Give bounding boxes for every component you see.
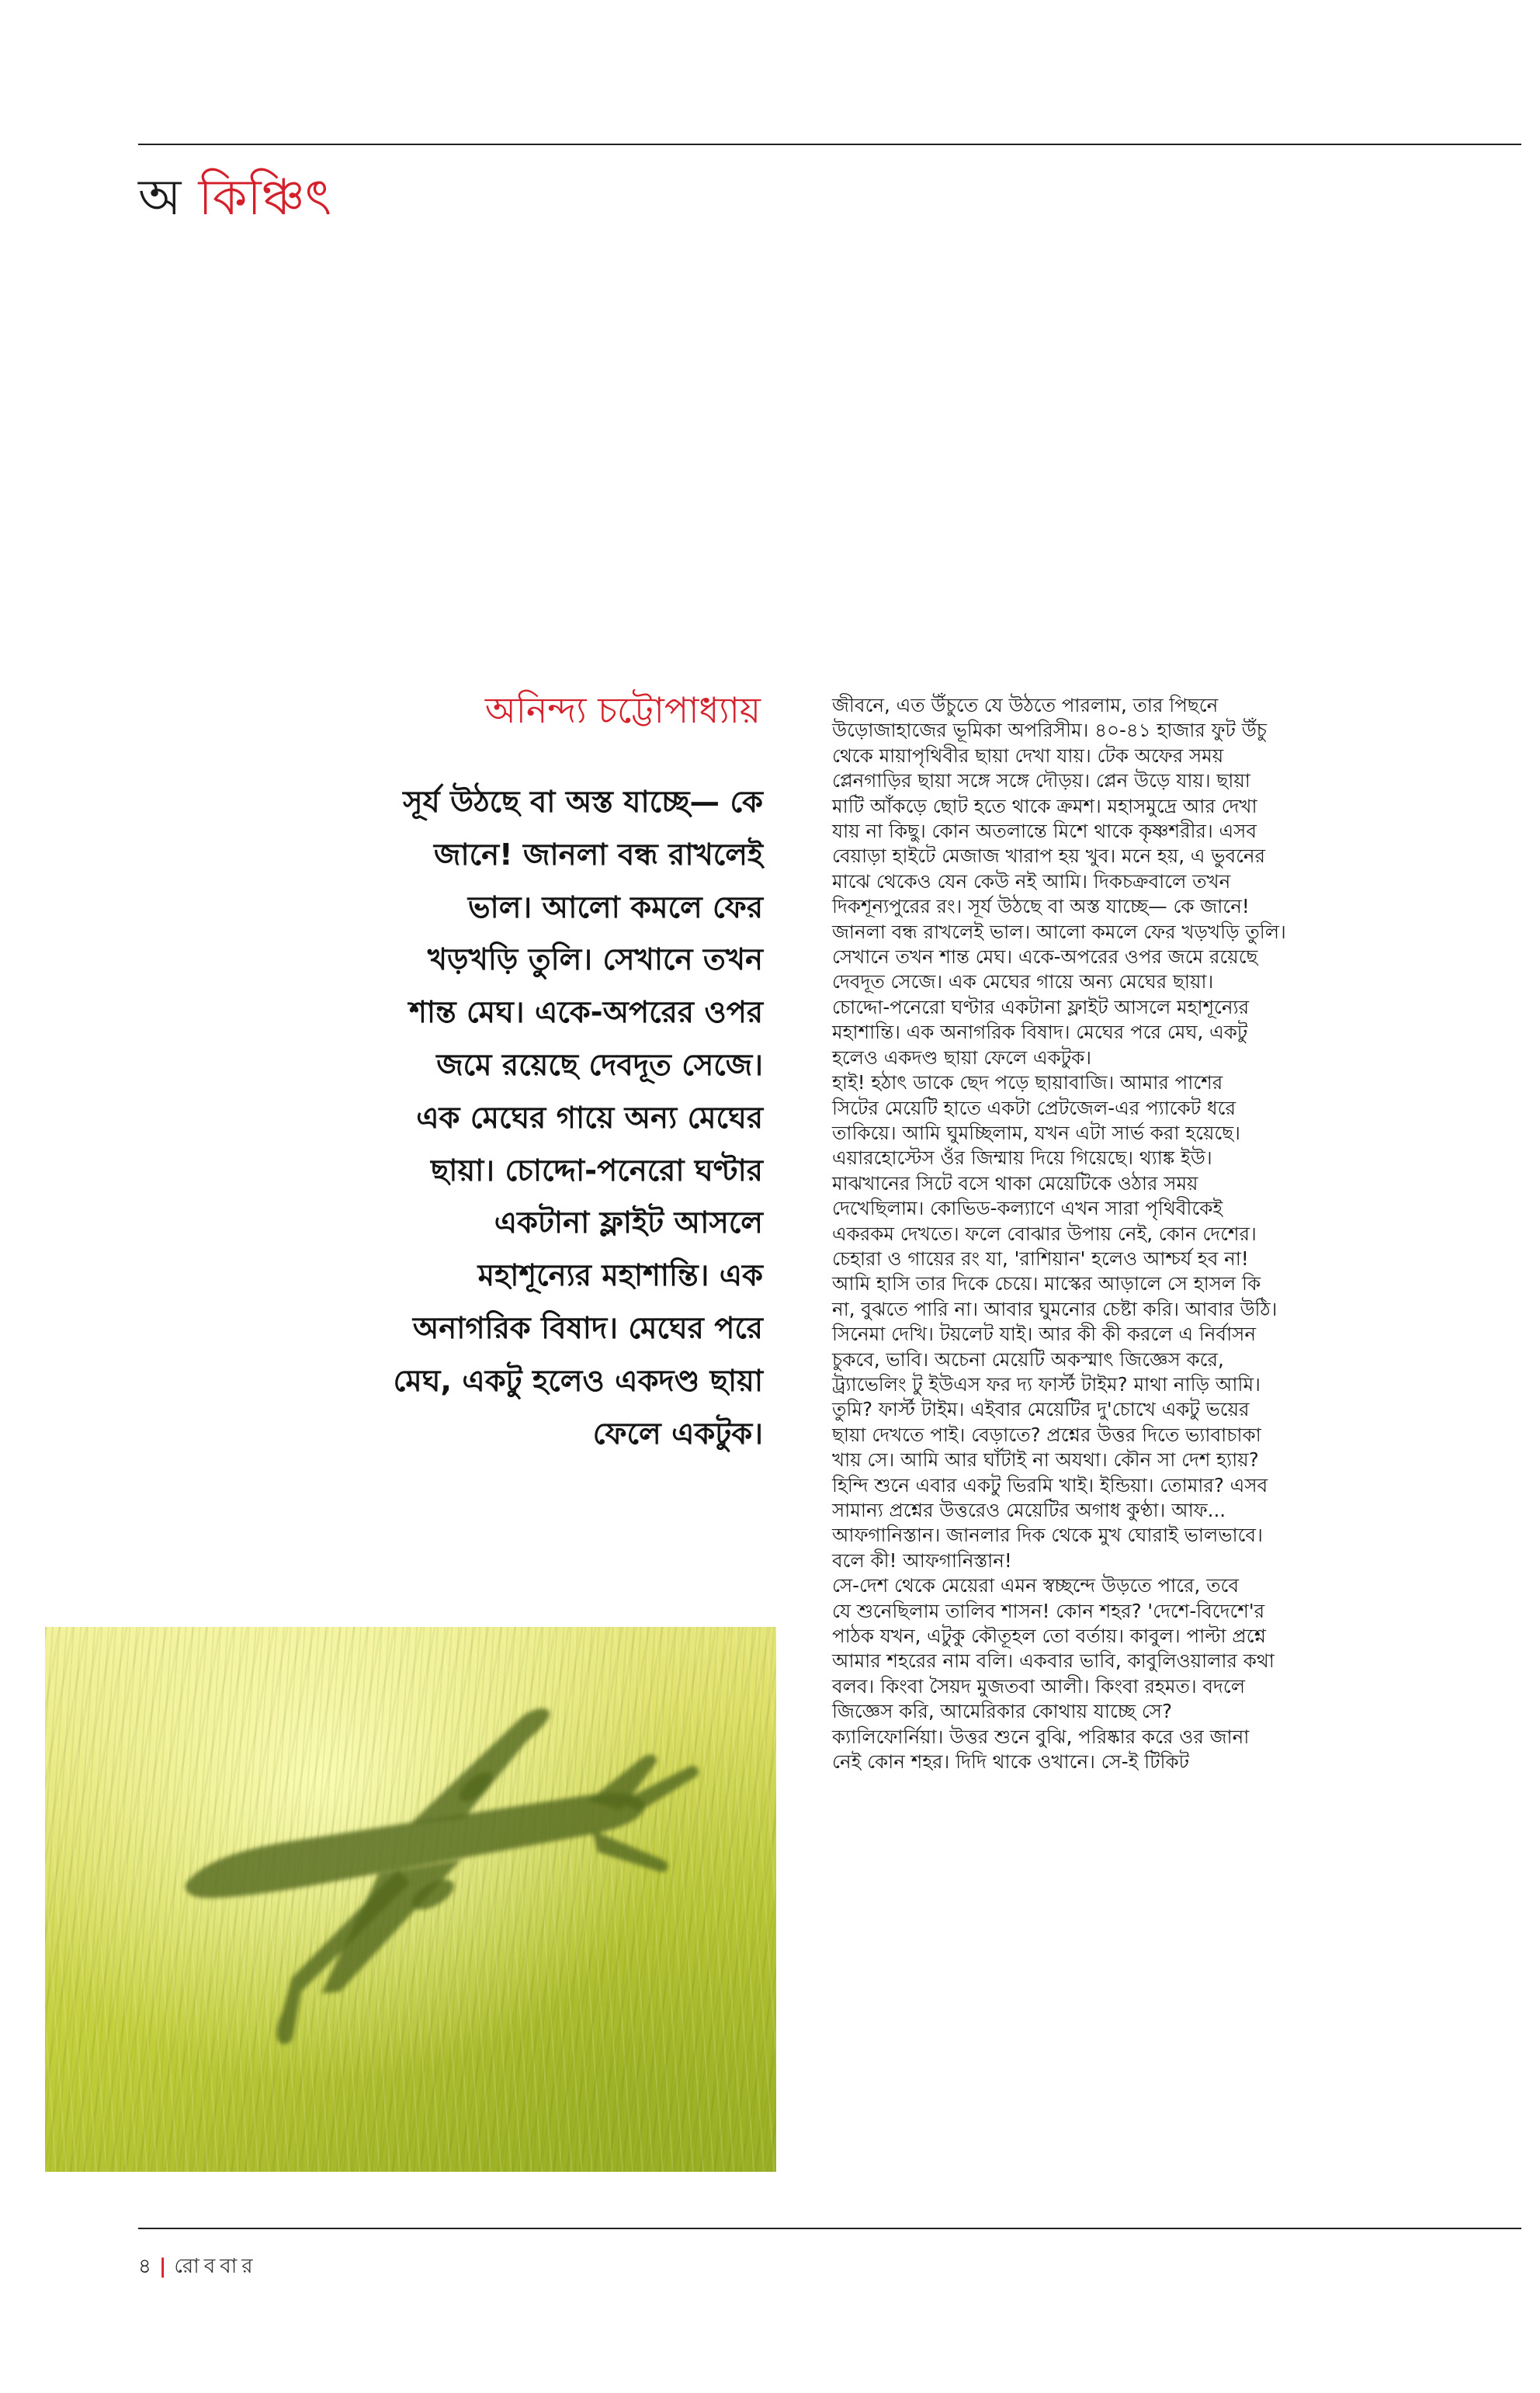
pull-quote-line: সূর্য উঠছে বা অস্ত যাচ্ছে— কে bbox=[403, 785, 763, 820]
pull-quote-line: ভাল। আলো কমলে ফের bbox=[467, 890, 763, 925]
body-text-line: উড়োজাহাজের ভূমিকা অপরিসীম। ৪০-৪১ হাজার ফুট উঁচু bbox=[832, 719, 1268, 742]
body-text-line: সে-দেশ থেকে মেয়েরা এমন স্বচ্ছন্দে উড়তে পারে, তবে bbox=[832, 1574, 1239, 1597]
body-text-line: যায় না কিছু। কোন অতলান্তে মিশে থাকে কৃষ্ণশরীর। এসব bbox=[832, 820, 1257, 843]
body-text-line: মাঝে থেকেও যেন কেউ নই আমি। দিকচক্রবালে তখন bbox=[832, 869, 1231, 893]
pull-quote-line: জানে! জানলা বন্ধ রাখলেই bbox=[434, 837, 763, 872]
body-text-line: দেবদূত সেজে। এক মেঘের গায়ে অন্য মেঘের ছায়া। bbox=[832, 970, 1214, 994]
body-text-line: নেই কোন শহর। দিদি থাকে ওখানে। সে-ই টিকিট bbox=[832, 1750, 1189, 1774]
airplane-shadow-photo bbox=[45, 1627, 776, 2172]
body-text-line: জানলা বন্ধ রাখলেই ভাল। আলো কমলে ফের খড়খড়ি তুলি। bbox=[832, 920, 1286, 943]
magazine-name: রোববার bbox=[174, 2255, 258, 2278]
body-text-line: বেয়াড়া হাইটে মেজাজ খারাপ হয় খুব। মনে হয়, এ ভুবনের bbox=[832, 844, 1266, 868]
body-text-line: তাকিয়ে। আমি ঘুমচ্ছিলাম, যখন এটা সার্ভ করা হয়েছে। bbox=[832, 1121, 1240, 1144]
section-title: কিঞ্চিৎ bbox=[198, 169, 331, 227]
pull-quote-line: মহাশূন্যের মহাশান্তি। এক bbox=[477, 1258, 763, 1294]
body-text-line: খায় সে। আমি আর ঘাঁটাই না অযথা। কৌন সা দেশ হ্যায়? bbox=[832, 1448, 1259, 1472]
pull-quote-line: ছায়া। চোদ্দো-পনেরো ঘণ্টার bbox=[430, 1153, 763, 1188]
page-footer bbox=[138, 2251, 258, 2282]
airplane-shadow-icon bbox=[45, 1627, 776, 2172]
body-text-line: মহাশান্তি। এক অনাগরিক বিষাদ। মেঘের পরে মেঘ, একটু bbox=[832, 1021, 1248, 1044]
body-text-line: সেখানে তখন শান্ত মেঘ। একে-অপরের ওপর জমে রয়েছে bbox=[832, 945, 1258, 969]
body-text-line: হাই! হঠাৎ ডাকে ছেদ পড়ে ছায়াবাজি। আমার পাশের bbox=[832, 1071, 1223, 1094]
body-text-line: চোদ্দো-পনেরো ঘণ্টার একটানা ফ্লাইট আসলে মহাশূন্যের bbox=[832, 995, 1250, 1018]
pull-quote-line: মেঘ, একটু হলেও একদণ্ড ছায়া bbox=[393, 1363, 763, 1399]
body-text-line: বলব। কিংবা সৈয়দ মুজতবা আলী। কিংবা রহমত। বদলে bbox=[832, 1674, 1246, 1698]
body-text-line: ক্যালিফোর্নিয়া। উত্তর শুনে বুঝি, পরিষ্কার করে ওর জানা bbox=[832, 1725, 1250, 1748]
body-text-line: তুমি? ফার্স্ট টাইম। এইবার মেয়েটির দু'চোখে একটু ভয়ের bbox=[832, 1398, 1250, 1421]
body-text-line: মাটি আঁকড়ে ছোট হতে থাকে ক্রমশ। মহাসমুদ্রে আর দেখা bbox=[832, 794, 1257, 817]
pull-quote-line: একটানা ফ্লাইট আসলে bbox=[494, 1205, 763, 1241]
article-body bbox=[832, 693, 1406, 1774]
body-text-line: না, বুঝতে পারি না। আবার ঘুমনোর চেষ্টা করি। আবার উঠি। bbox=[832, 1297, 1278, 1320]
body-text-line: দিকশূন্যপুরের রং। সূর্য উঠছে বা অস্ত যাচ্ছে— কে জানে! bbox=[832, 895, 1250, 918]
body-text-line: আফগানিস্তান। জানলার দিক থেকে মুখ ঘোরাই ভালভাবে। bbox=[832, 1524, 1263, 1547]
body-text-line: বলে কী! আফগানিস্তান! bbox=[832, 1549, 1012, 1572]
body-text-line: যে শুনেছিলাম তালিব শাসন! কোন শহর? 'দেশে-বিদেশে'র bbox=[832, 1599, 1265, 1622]
body-text-line: হলেও একদণ্ড ছায়া ফেলে একটুক। bbox=[832, 1046, 1092, 1069]
body-text-line: একরকম দেখতে। ফলে বোঝার উপায় নেই, কোন দেশের। bbox=[832, 1222, 1257, 1245]
section-prefix: অ bbox=[138, 169, 182, 227]
body-text-line: পাঠক যখন, এটুকু কৌতূহল তো বর্তায়। কাবুল। পাল্টা প্রশ্নে bbox=[832, 1625, 1266, 1648]
body-text-line: চুকবে, ভাবি। অচেনা মেয়েটি অকস্মাৎ জিজ্ঞেস করে, bbox=[832, 1347, 1224, 1371]
body-text-line: প্লেনগাড়ির ছায়া সঙ্গে সঙ্গে দৌড়য়। প্লেন উড়ে যায়। ছায়া bbox=[832, 769, 1250, 792]
body-text-line: সিনেমা দেখি। টয়লেট যাই। আর কী কী করলে এ নির্বাসন bbox=[832, 1323, 1256, 1346]
body-text-line: দেখেছিলাম। কোভিড-কল্যাণে এখন সারা পৃথিবীকেই bbox=[832, 1197, 1223, 1220]
pull-quote-line: অনাগরিক বিষাদ। মেঘের পরে bbox=[412, 1310, 763, 1346]
footer-separator: | bbox=[158, 2255, 167, 2278]
body-text-line: মাঝখানের সিটে বসে থাকা মেয়েটিকে ওঠার সময় bbox=[832, 1171, 1198, 1195]
pull-quote-line: ফেলে একটুক। bbox=[592, 1416, 763, 1451]
body-text-line: থেকে মায়াপৃথিবীর ছায়া দেখা যায়। টেক অফের সময় bbox=[832, 744, 1224, 767]
pull-quote-line: শান্ত মেঘ। একে-অপরের ওপর bbox=[409, 995, 763, 1031]
bottom-rule bbox=[138, 2228, 1521, 2229]
top-rule bbox=[138, 144, 1521, 145]
pull-quote bbox=[276, 776, 763, 1460]
pull-quote-line: খড়খড়ি তুলি। সেখানে তখন bbox=[427, 942, 763, 978]
page-number: ৪ bbox=[138, 2255, 151, 2278]
pull-quote-line: জমে রয়েছে দেবদূত সেজে। bbox=[436, 1047, 763, 1083]
body-text-line: এয়ারহোস্টেস ওঁর জিম্মায় দিয়ে গিয়েছে। থ্যাঙ্ক ইউ। bbox=[832, 1146, 1212, 1170]
body-text-line: সামান্য প্রশ্নের উত্তরেও মেয়েটির অগাধ কুণ্ঠা। আফ... bbox=[832, 1499, 1226, 1521]
author-byline: অনিন্দ্য চট্টোপাধ্যায় bbox=[484, 689, 761, 731]
body-text-line: ছায়া দেখতে পাই। বেড়াতে? প্রশ্নের উত্তর দিতে ভ্যাবাচাকা bbox=[832, 1423, 1261, 1446]
pull-quote-line: এক মেঘের গায়ে অন্য মেঘের bbox=[416, 1100, 763, 1136]
body-text-line: ট্র্যাভেলিং টু ইউএস ফর দ্য ফার্স্ট টাইম? মাথা নাড়ি আমি। bbox=[832, 1372, 1261, 1396]
body-text-line: হিন্দি শুনে এবার একটু ভিরমি খাই। ইন্ডিয়া। তোমার? এসব bbox=[832, 1473, 1268, 1496]
body-text-line: চেহারা ও গায়ের রং যা, 'রাশিয়ান' হলেও আশ্চর্য হব না! bbox=[832, 1247, 1249, 1270]
body-text-line: জীবনে, এত উঁচুতে যে উঠতে পারলাম, তার পিছনে bbox=[832, 694, 1219, 716]
body-text-line: সিটের মেয়েটি হাতে একটা প্রেটজেল-এর প্যাকেট ধরে bbox=[832, 1096, 1236, 1119]
body-text-line: জিজ্ঞেস করি, আমেরিকার কোথায় যাচ্ছে সে? bbox=[832, 1700, 1172, 1723]
body-text-line: আমার শহরের নাম বলি। একবার ভাবি, কাবুলিওয়ালার কথা bbox=[832, 1649, 1275, 1673]
body-text-line: আমি হাসি তার দিকে চেয়ে। মাস্কের আড়ালে সে হাসল কি bbox=[832, 1272, 1261, 1295]
section-header bbox=[138, 167, 331, 229]
